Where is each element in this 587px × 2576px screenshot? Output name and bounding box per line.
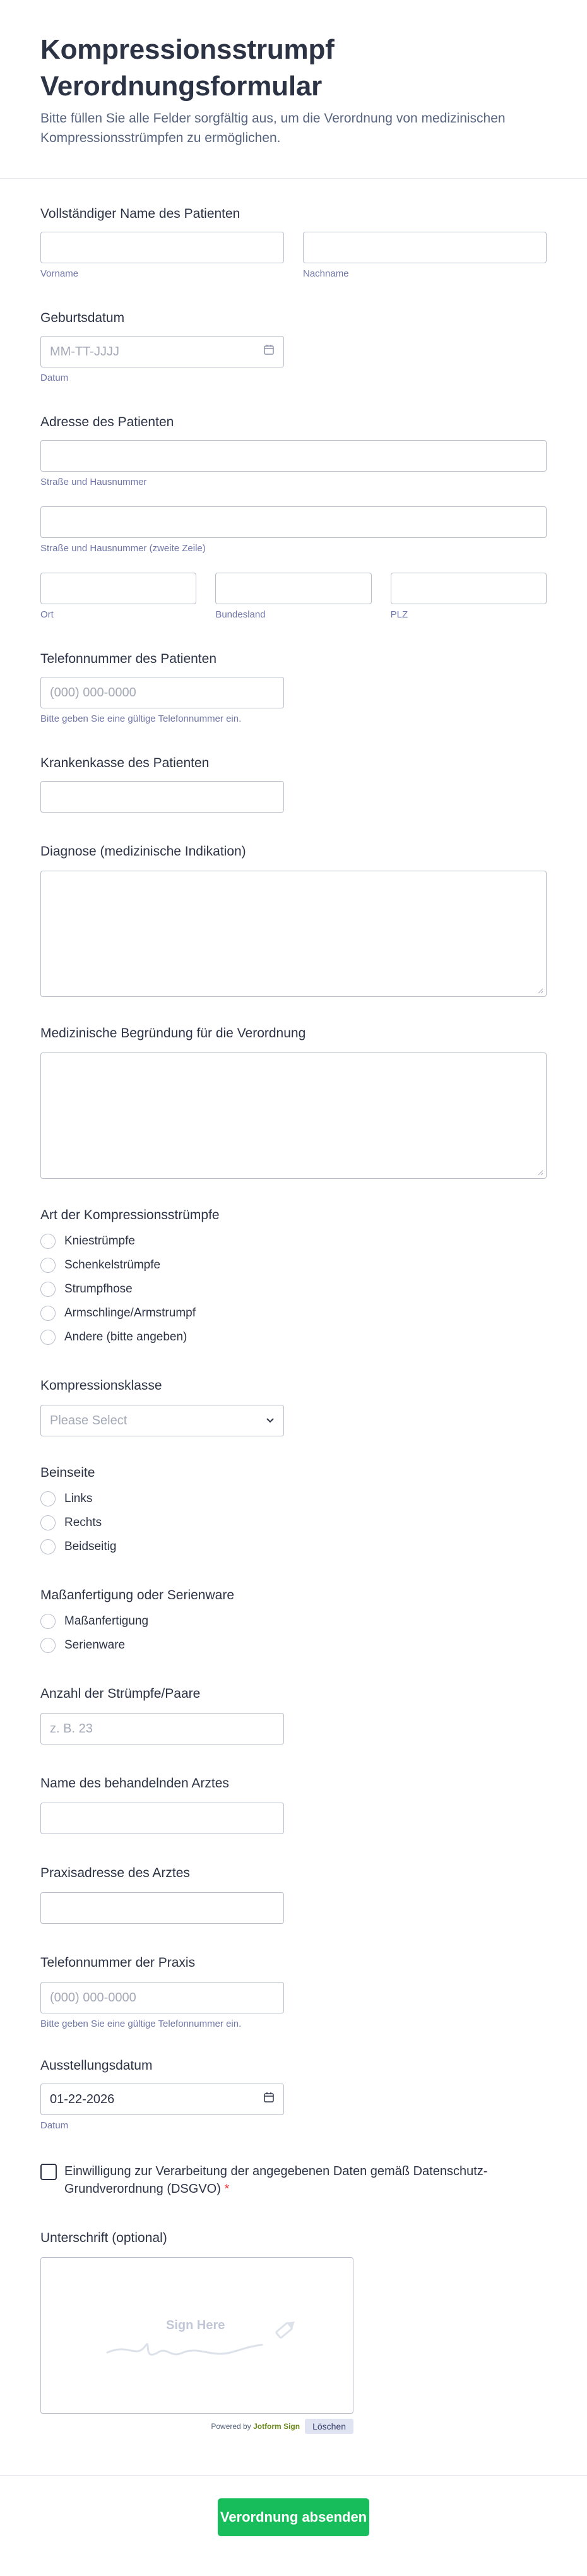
calendar-icon[interactable]	[263, 344, 275, 359]
radio-kniestruempfe[interactable]	[40, 1229, 547, 1253]
radio-label: Beidseitig	[64, 1540, 117, 1553]
doctor-field	[40, 1775, 547, 1834]
fabrication-label: Maßanfertigung oder Serienware	[40, 1588, 235, 1602]
patient-phone-label: Telefonnummer des Patienten	[40, 652, 216, 666]
quantity-input[interactable]	[40, 1713, 284, 1744]
resize-handle-icon[interactable]	[537, 1169, 543, 1176]
insurance-field	[40, 754, 547, 813]
state-sublabel: Bundesland	[215, 609, 266, 620]
diagnosis-label: Diagnose (medizinische Indikation)	[40, 844, 246, 859]
practice-address-label: Praxisadresse des Arztes	[40, 1866, 190, 1880]
radio-schenkelstruempfe[interactable]	[40, 1253, 547, 1277]
compression-class-label: Kompressionsklasse	[40, 1378, 162, 1393]
radio-circle[interactable]	[40, 1258, 56, 1273]
signature-footer	[40, 2419, 353, 2434]
diagnosis-field	[40, 843, 547, 997]
form-title: Kompressionsstrumpf Verordnungsformular	[40, 34, 335, 102]
stocking-type-label: Art der Kompressionsstrümpfe	[40, 1208, 220, 1222]
city-input[interactable]	[40, 573, 196, 604]
signature-label: Unterschrift (optional)	[40, 2231, 167, 2245]
first-name-sublabel: Vorname	[40, 268, 79, 279]
radio-label: Maßanfertigung	[64, 1614, 149, 1628]
powered-by-text: Powered by Jotform Sign	[211, 2422, 300, 2431]
radio-label: Kniestrümpfe	[64, 1234, 135, 1248]
signature-pad[interactable]	[40, 2257, 353, 2414]
radio-circle[interactable]	[40, 1330, 56, 1345]
patient-phone-field	[40, 650, 547, 724]
radio-label: Andere (bitte angeben)	[64, 1330, 187, 1344]
patient-phone-input[interactable]	[40, 677, 284, 708]
radio-circle[interactable]	[40, 1638, 56, 1653]
radio-armstrumpf[interactable]	[40, 1301, 547, 1325]
first-name-input[interactable]	[40, 232, 284, 263]
justification-textarea[interactable]	[40, 1052, 547, 1179]
birthdate-input[interactable]	[40, 336, 284, 367]
last-name-input[interactable]	[303, 232, 547, 263]
street-input[interactable]	[40, 440, 547, 472]
zip-sublabel: PLZ	[390, 609, 408, 620]
birthdate-field	[40, 309, 547, 383]
signature-placeholder-icon	[41, 2258, 354, 2414]
justification-field	[40, 1025, 547, 1179]
radio-rechts[interactable]	[40, 1511, 547, 1535]
signature-field	[40, 2229, 547, 2434]
leg-side-label: Beinseite	[40, 1465, 95, 1480]
address-field	[40, 414, 547, 620]
issue-date-sublabel: Datum	[40, 2120, 69, 2131]
form-header	[0, 0, 587, 179]
sign-here-text: Sign Here	[166, 2318, 225, 2332]
jotform-sign-brand: Jotform Sign	[253, 2422, 300, 2431]
submit-area	[0, 2475, 587, 2536]
street2-sublabel: Straße und Hausnummer (zweite Zeile)	[40, 543, 206, 554]
birthdate-sublabel: Datum	[40, 373, 69, 383]
form-body	[0, 179, 587, 2434]
radio-links[interactable]	[40, 1487, 547, 1511]
doctor-label: Name des behandelnden Arztes	[40, 1776, 229, 1791]
doctor-input[interactable]	[40, 1803, 284, 1834]
insurance-label: Krankenkasse des Patienten	[40, 756, 210, 770]
patient-name-field	[40, 205, 547, 279]
patient-phone-sublabel: Bitte geben Sie eine gültige Telefonnummer ein.	[40, 713, 242, 724]
issue-date-value: 01-22-2026	[50, 2092, 115, 2106]
insurance-input[interactable]	[40, 781, 284, 813]
calendar-icon[interactable]	[263, 2092, 275, 2107]
compression-class-field	[40, 1377, 547, 1436]
birthdate-label: Geburtsdatum	[40, 311, 125, 325]
clear-signature-button[interactable]: Löschen	[305, 2419, 353, 2434]
select-placeholder: Please Select	[50, 1413, 127, 1428]
consent-label: Einwilligung zur Verarbeitung der angegebenen Daten gemäß Datenschutz-Grundverordnung (DSGVO)	[64, 2164, 488, 2196]
consent-checkbox[interactable]	[40, 2164, 57, 2180]
street-sublabel: Straße und Hausnummer	[40, 477, 147, 487]
radio-strumpfhose[interactable]	[40, 1277, 547, 1301]
consent-text	[64, 2162, 547, 2198]
radio-label: Links	[64, 1492, 93, 1505]
radio-label: Armschlinge/Armstrumpf	[64, 1306, 196, 1320]
last-name-sublabel: Nachname	[303, 268, 349, 279]
compression-class-select[interactable]	[40, 1405, 284, 1436]
radio-massanfertigung[interactable]	[40, 1609, 547, 1633]
street2-input[interactable]	[40, 506, 547, 538]
issue-date-label: Ausstellungsdatum	[40, 2058, 153, 2073]
resize-handle-icon[interactable]	[537, 987, 543, 994]
radio-circle[interactable]	[40, 1539, 56, 1554]
zip-input[interactable]	[391, 573, 547, 604]
required-mark: *	[224, 2182, 230, 2196]
justification-label: Medizinische Begründung für die Verordnung	[40, 1026, 306, 1041]
consent-field	[40, 2162, 547, 2198]
radio-circle[interactable]	[40, 1306, 56, 1321]
practice-address-field	[40, 1864, 547, 1924]
address-label: Adresse des Patienten	[40, 415, 174, 429]
chevron-down-icon	[266, 1417, 275, 1424]
radio-label: Serienware	[64, 1638, 126, 1652]
birthdate-placeholder: MM-TT-JJJJ	[50, 344, 119, 359]
state-input[interactable]	[215, 573, 371, 604]
submit-button[interactable]: Verordnung absenden	[218, 2498, 369, 2536]
radio-circle[interactable]	[40, 1282, 56, 1297]
radio-circle[interactable]	[40, 1234, 56, 1249]
practice-phone-label: Telefonnummer der Praxis	[40, 1955, 196, 1970]
radio-label: Schenkelstrümpfe	[64, 1258, 161, 1272]
radio-circle[interactable]	[40, 1515, 56, 1530]
radio-label: Rechts	[64, 1516, 102, 1529]
stocking-type-field	[40, 1207, 547, 1349]
practice-address-input[interactable]	[40, 1892, 284, 1924]
diagnosis-textarea[interactable]	[40, 871, 547, 997]
form-subtitle: Bitte füllen Sie alle Felder sorgfältig aus, um die Verordnung von medizinischen Kompressionsstrümpfen zu ermöglichen.	[40, 111, 506, 145]
practice-phone-input[interactable]	[40, 1982, 284, 2013]
radio-andere[interactable]	[40, 1325, 547, 1349]
practice-phone-field	[40, 1954, 547, 2029]
radio-circle[interactable]	[40, 1491, 56, 1506]
radio-beidseitig[interactable]	[40, 1535, 547, 1559]
leg-side-field	[40, 1464, 547, 1559]
radio-circle[interactable]	[40, 1614, 56, 1629]
issue-date-field	[40, 2057, 547, 2131]
patient-name-label: Vollständiger Name des Patienten	[40, 206, 240, 221]
patient-phone-placeholder: (000) 000-0000	[50, 685, 136, 700]
city-sublabel: Ort	[40, 609, 54, 620]
quantity-field	[40, 1685, 547, 1744]
issue-date-input[interactable]	[40, 2084, 284, 2115]
practice-phone-placeholder: (000) 000-0000	[50, 1990, 136, 2005]
radio-serienware[interactable]	[40, 1633, 547, 1657]
quantity-placeholder: z. B. 23	[50, 1721, 93, 1736]
fabrication-field	[40, 1587, 547, 1657]
radio-label: Strumpfhose	[64, 1282, 133, 1296]
practice-phone-sublabel: Bitte geben Sie eine gültige Telefonnummer ein.	[40, 2018, 242, 2029]
quantity-label: Anzahl der Strümpfe/Paare	[40, 1686, 201, 1701]
